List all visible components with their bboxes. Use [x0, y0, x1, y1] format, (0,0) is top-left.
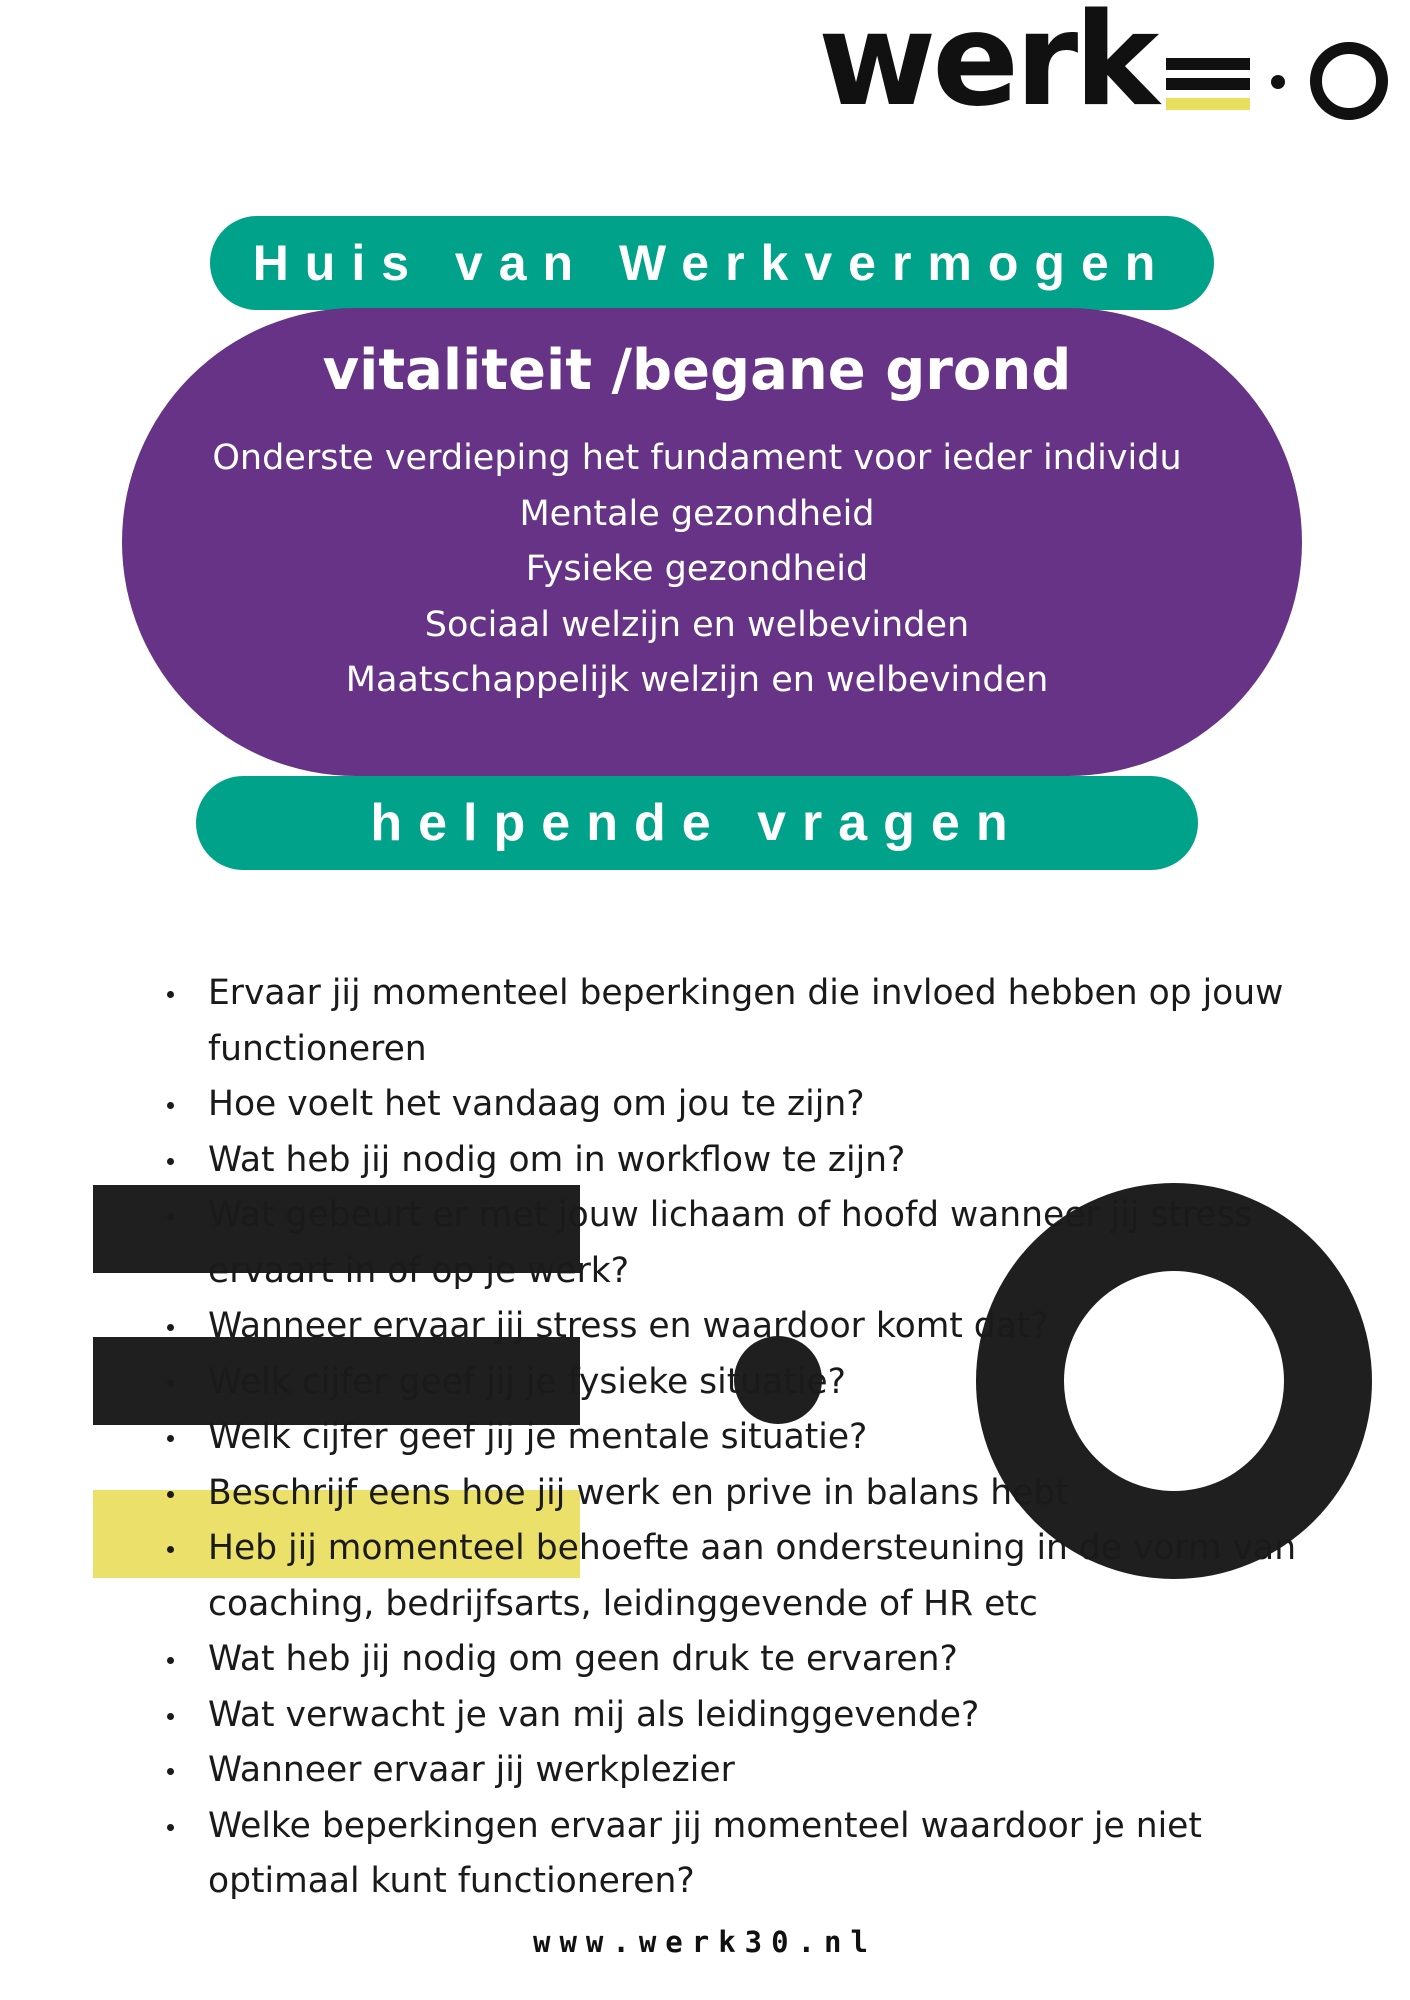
logo-dot-icon [1271, 75, 1285, 89]
list-item: Hoe voelt het vandaag om jou te zijn? [150, 1077, 1310, 1133]
list-item: Wat heb jij nodig om in workflow te zijn? [150, 1133, 1310, 1189]
logo-bar-top [1166, 58, 1250, 70]
logo-bar-middle [1166, 78, 1250, 90]
subheader-banner [196, 776, 1198, 870]
list-item: Heb jij momenteel behoefte aan ondersteuning in de vorm van coaching, bedrijfsarts, leidinggevende of HR etc [150, 1521, 1310, 1632]
list-item: Wat gebeurt er met jouw lichaam of hoofd wanneer jij stress ervaart in of op je werk? [150, 1188, 1310, 1299]
footer-url[interactable]: www.werk30.nl [533, 1925, 877, 1959]
list-item: Welk cijfer geef jij je mentale situatie? [150, 1410, 1310, 1466]
list-item: Welk cijfer geef jij je fysieke situatie? [150, 1355, 1310, 1411]
subheader-title: helpende vragen [370, 794, 1024, 852]
list-item: Beschrijf eens hoe jij werk en prive in balans hebt [150, 1466, 1310, 1522]
logo-equals-icon [1166, 58, 1250, 110]
list-item: Wat heb jij nodig om geen druk te ervaren? [150, 1632, 1310, 1688]
logo-wordmark: werk [818, 0, 1156, 135]
header-title: Huis van Werkvermogen [252, 235, 1172, 291]
list-item: Wanneer ervaar jij stress en waardoor komt dat? [150, 1299, 1310, 1355]
list-item: Wat verwacht je van mij als leidinggevende? [150, 1688, 1310, 1744]
werk30-logo [818, 0, 1388, 135]
section-line: Maatschappelijk welzijn en welbevinden [345, 660, 1049, 700]
section-line: Sociaal welzijn en welbevinden [424, 604, 970, 645]
list-item: Ervaar jij momenteel beperkingen die invloed hebben op jouw functioneren [150, 966, 1310, 1077]
vitality-panel [122, 308, 1302, 776]
question-list [150, 966, 1310, 1910]
logo-ring-icon [1310, 42, 1388, 120]
section-line: Fysieke gezondheid [525, 549, 869, 589]
header-banner [210, 216, 1214, 310]
logo-bar-yellow [1166, 98, 1250, 110]
section-title: vitaliteit /begane grond [322, 338, 1072, 403]
section-lines [122, 431, 1272, 709]
list-item: Welke beperkingen ervaar jij momenteel waardoor je niet optimaal kunt functioneren? [150, 1799, 1310, 1910]
list-item: Wanneer ervaar jij werkplezier [150, 1743, 1310, 1799]
section-line: Onderste verdieping het fundament voor ieder individu [212, 438, 1182, 478]
section-line: Mentale gezondheid [519, 493, 875, 534]
